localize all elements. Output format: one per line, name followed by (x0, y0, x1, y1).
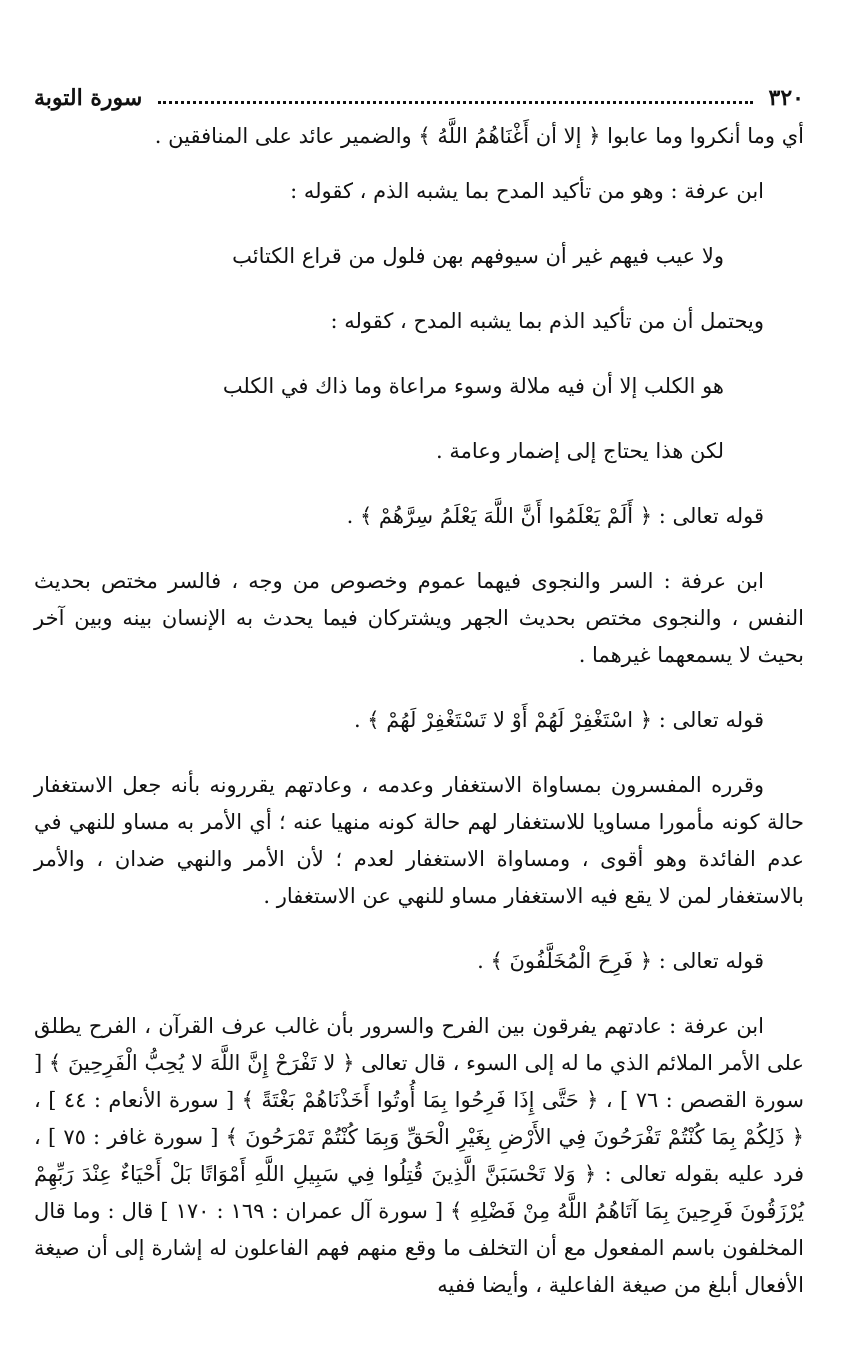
page-number: ٣٢٠ (768, 85, 804, 111)
text-line: أي وما أنكروا وما عابوا ﴿ إلا أن أَغْنَاهُمُ اللَّهُ ﴾ والضمير عائد على المنافقين . (154, 124, 804, 148)
quran-citation-line: قوله تعالى : ﴿ فَرِحَ الْمُخَلَّفُونَ ﴾ . (477, 949, 764, 973)
header-dotted-rule (158, 101, 752, 104)
page-header (34, 80, 804, 116)
text-line: ويحتمل أن من تأكيد الذم بما يشبه المدح ، كقوله : (330, 309, 764, 333)
surah-title: سورة التوبة (34, 85, 143, 111)
paragraph: ابن عرفة : عادتهم يفرقون بين الفرح والسرور بأن غالب عرف القرآن ، الفرح يطلق على الأمر الملائم الذي ما له إلى السوء ، قال تعالى ﴿ لا تَفْرَحْ إِنَّ اللَّهَ لا يُحِبُّ الْفَرِحِينَ ﴾ [ سورة القصص : ٧٦ ] ، ﴿ حَتَّى إِذَا فَرِحُوا بِمَا أُوتُوا أَخَذْنَاهُمْ بَغْتَةً ﴾ [ سورة الأنعام : ٤٤ ] ، ﴿ ذَلِكُمْ بِمَا كُنْتُمْ تَفْرَحُونَ فِي الأَرْضِ بِغَيْرِ الْحَقِّ وَبِمَا كُنْتُمْ تَمْرَحُونَ ﴾ [ سورة غافر : ٧٥ ] ، فرد عليه بقوله تعالى : ﴿ وَلا تَحْسَبَنَّ الَّذِينَ قُتِلُوا فِي سَبِيلِ اللَّهِ أَمْوَاتًا بَلْ أَحْيَاءٌ عِنْدَ رَبِّهِمْ يُرْزَقُونَ فَرِحِينَ بِمَا آتَاهُمُ اللَّهُ مِنْ فَضْلِهِ ﴾ [ سورة آل عمران : ١٦٩ : ١٧٠ ] قال : وما قال المخلفون باسم المفعول مع أن التخلف ما وقع منهم فهم الفاعلون له إشارة إلى أن صيغة الأفعال أبلغ من صيغة الفاعلية ، وأيضا ففيه (34, 1014, 805, 1297)
quran-citation-line: قوله تعالى : ﴿ أَلَمْ يَعْلَمُوا أَنَّ اللَّهَ يَعْلَمُ سِرَّهُمْ ﴾ . (346, 504, 764, 528)
quran-citation-line: قوله تعالى : ﴿ اسْتَغْفِرْ لَهُمْ أَوْ لا تَسْتَغْفِرْ لَهُمْ ﴾ . (353, 708, 764, 732)
poetry-verse: ولا عيب فيهم غير أن سيوفهم بهن فلول من قراع الكتائب (232, 244, 724, 268)
text-line: ابن عرفة : وهو من تأكيد المدح بما يشبه الذم ، كقوله : (290, 179, 764, 203)
text-line: لكن هذا يحتاج إلى إضمار وعامة . (436, 439, 724, 463)
paragraph: وقرره المفسرون بمساواة الاستغفار وعدمه ، وعادتهم يقررونه بأنه جعل الاستغفار حالة كونه مأمورا مساويا للاستغفار لهم حالة كونه منهيا عنه ؛ أي الأمر به مساو للنهي في عدم الفائدة وهو أقوى ، ومساواة الاستغفار لعدم ؛ لأن الأمر والنهي ضدان ، والأمر بالاستغفار لمن لا يقع فيه الاستغفار مساو للنهي عن الاستغفار . (34, 773, 804, 908)
paragraph: ابن عرفة : السر والنجوى فيهما عموم وخصوص من وجه ، فالسر مختص بحديث النفس ، والنجوى مختص بحديث الجهر ويشتركان فيما يحدث به الإنسان بينه وبين آخر بحيث لا يسمعهما غيرهما . (34, 569, 804, 667)
poetry-verse: هو الكلب إلا أن فيه ملالة وسوء مراعاة وما ذاك في الكلب (222, 374, 724, 398)
page-body (34, 118, 804, 1304)
